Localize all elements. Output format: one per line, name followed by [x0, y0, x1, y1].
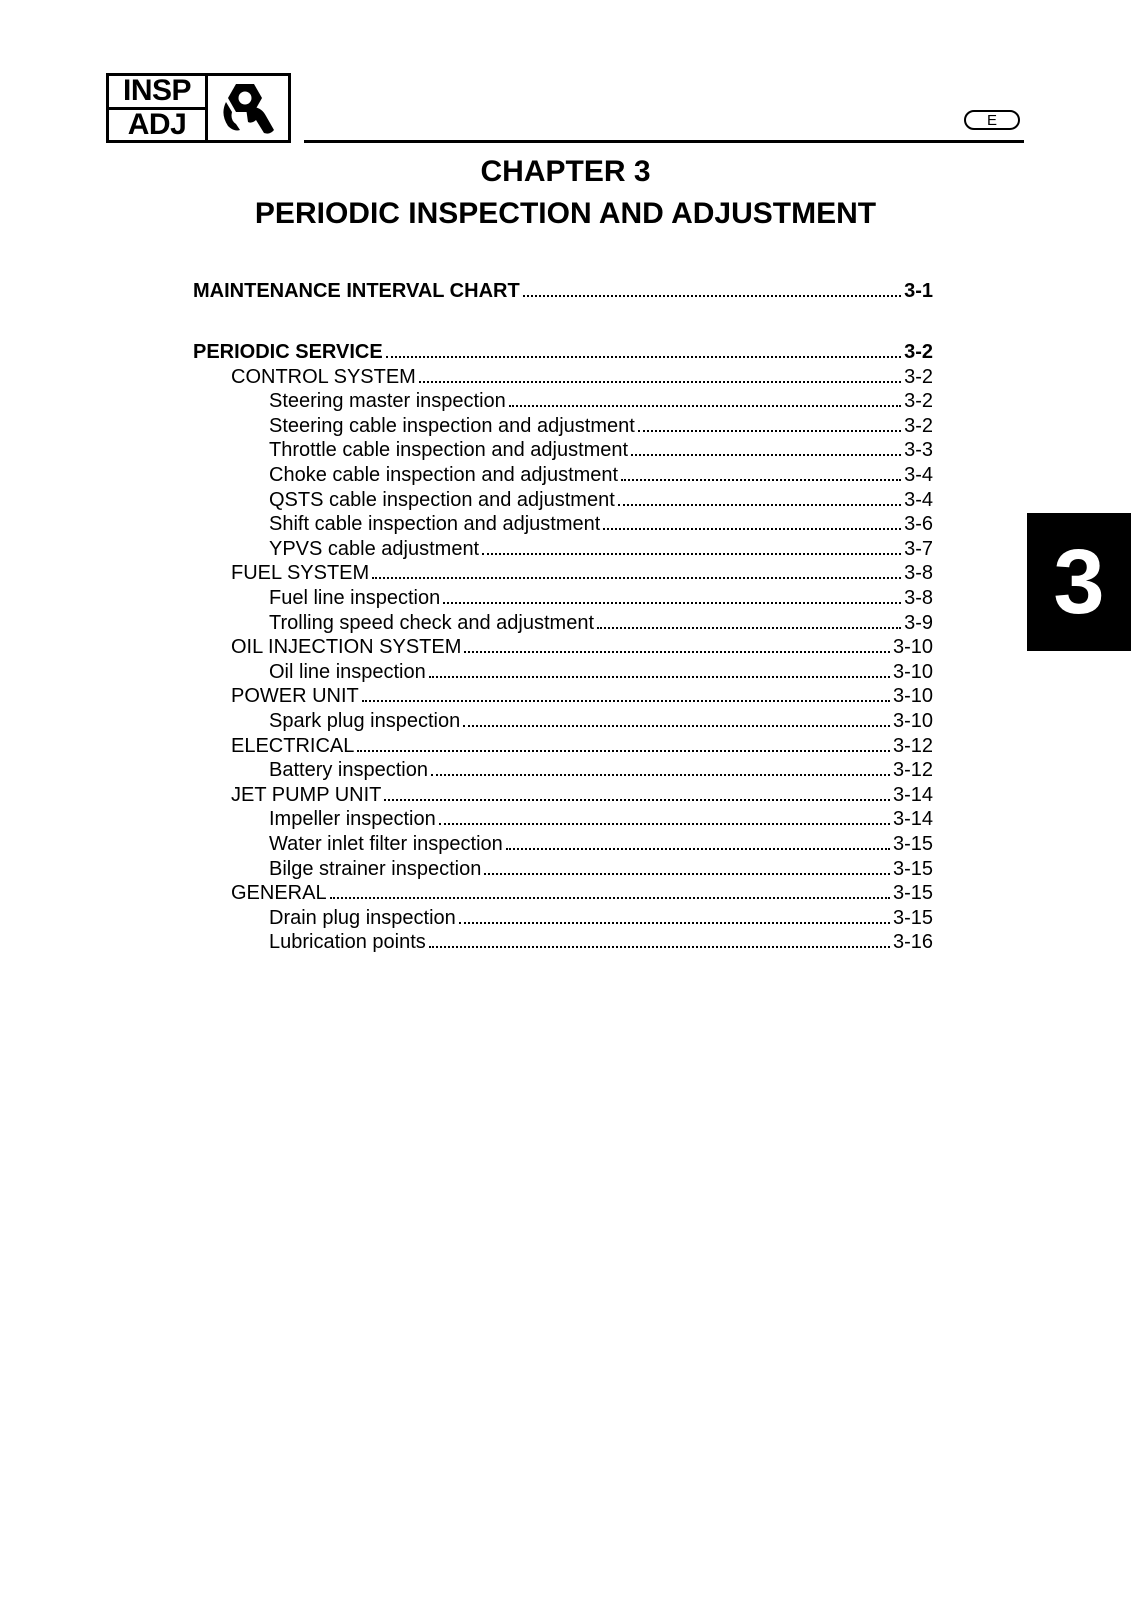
toc-entry[interactable] — [231, 783, 933, 807]
toc-entry[interactable] — [231, 365, 933, 389]
toc-dot-leader — [384, 799, 890, 801]
toc-dot-leader — [431, 774, 890, 776]
toc-entry-label: QSTS cable inspection and adjustment — [269, 488, 615, 511]
chapter-tab: 3 — [1027, 513, 1131, 651]
toc-entry[interactable] — [269, 586, 933, 610]
toc-entry[interactable] — [269, 414, 933, 438]
toc-entry-label: Fuel line inspection — [269, 587, 441, 609]
toc-dot-leader — [482, 553, 901, 555]
toc-entry[interactable] — [193, 340, 933, 364]
toc-entry[interactable] — [269, 611, 933, 635]
toc-entry-page: 3-10 — [892, 685, 933, 708]
toc-dot-leader — [463, 725, 890, 727]
toc-entry-label: Bilge strainer inspection — [269, 857, 482, 880]
toc-entry[interactable] — [269, 832, 933, 856]
chapter-title: PERIODIC INSPECTION AND ADJUSTMENT — [254, 197, 877, 230]
toc-entry-page: 3-12 — [892, 759, 933, 782]
toc-dot-leader — [597, 627, 901, 629]
toc-entry-page: 3-2 — [904, 390, 933, 413]
toc-entry-label: GENERAL — [231, 882, 327, 905]
badge-text-block — [109, 76, 208, 140]
toc-dot-leader — [484, 873, 890, 875]
toc-dot-leader — [372, 577, 901, 579]
toc-dot-leader — [603, 528, 901, 530]
toc-dot-leader — [618, 504, 901, 506]
toc-entry[interactable] — [269, 906, 933, 930]
toc-entry-page: 3-8 — [904, 587, 933, 609]
toc-entry-label: ELECTRICAL — [231, 734, 355, 757]
toc-entry-label: Battery inspection — [269, 759, 428, 782]
toc-entry-label: CONTROL SYSTEM — [231, 365, 416, 388]
toc-entry-page: 3-1 — [904, 280, 933, 302]
toc-entry[interactable] — [269, 857, 933, 881]
toc-entry-label: FUEL SYSTEM — [231, 562, 370, 585]
toc-dot-leader — [523, 295, 901, 297]
toc-entry-label: Oil line inspection — [269, 660, 426, 683]
toc-entry-page: 3-7 — [904, 537, 933, 560]
toc-entry-label: Lubrication points — [269, 931, 426, 954]
toc-entry[interactable] — [269, 488, 933, 512]
toc-entry-page: 3-2 — [904, 365, 933, 388]
toc-entry[interactable] — [231, 881, 933, 905]
toc-entry[interactable] — [269, 537, 933, 561]
toc-dot-leader — [386, 356, 901, 358]
toc-dot-leader — [362, 700, 890, 702]
toc-entry-page: 3-15 — [892, 882, 933, 905]
toc-entry-label: YPVS cable adjustment — [269, 537, 480, 560]
chapter-number-title: CHAPTER 3 — [480, 155, 651, 188]
toc-dot-leader — [443, 602, 901, 604]
toc-entry-label: Drain plug inspection — [269, 906, 456, 929]
toc-dot-leader — [638, 430, 901, 432]
toc-entry[interactable] — [269, 660, 933, 684]
toc-dot-leader — [429, 946, 890, 948]
toc-entry-label: Steering cable inspection and adjustment — [269, 414, 635, 437]
toc-dot-leader — [429, 676, 890, 678]
toc-entry[interactable] — [269, 930, 933, 954]
toc-entry[interactable] — [231, 561, 933, 585]
toc-dot-leader — [621, 479, 901, 481]
toc-entry-page: 3-14 — [892, 808, 933, 831]
toc-entry[interactable] — [269, 807, 933, 831]
toc-entry-page: 3-15 — [892, 857, 933, 880]
toc-entry[interactable] — [193, 279, 933, 303]
toc-entry-page: 3-14 — [892, 783, 933, 806]
toc-entry-label: Impeller inspection — [269, 808, 436, 831]
wrench-icon — [208, 76, 288, 140]
toc-entry-page: 3-2 — [904, 414, 933, 437]
toc-entry-page: 3-16 — [892, 931, 933, 954]
toc-entry-label: OIL INJECTION SYSTEM — [231, 636, 462, 659]
badge-bottom-label: ADJ — [127, 107, 187, 141]
header-rule — [304, 140, 1024, 143]
toc-dot-leader — [509, 405, 901, 407]
toc-entry-label: Throttle cable inspection and adjustment — [269, 439, 629, 462]
toc-entry-page: 3-10 — [892, 660, 933, 683]
toc-entry-label: PERIODIC SERVICE — [193, 341, 383, 363]
toc-entry-page: 3-3 — [904, 439, 933, 462]
toc-entry-label: Water inlet filter inspection — [269, 833, 503, 855]
toc-dot-leader — [464, 651, 890, 653]
toc-entry-label: Choke cable inspection and adjustment — [269, 464, 619, 486]
toc-entry-page: 3-8 — [904, 562, 933, 585]
toc-entry-page: 3-15 — [892, 906, 933, 929]
toc-entry[interactable] — [231, 734, 933, 758]
toc-dot-leader — [357, 750, 890, 752]
toc-entry-page: 3-2 — [904, 341, 933, 363]
language-mark: E — [964, 110, 1020, 130]
toc-dot-leader — [439, 823, 890, 825]
toc-entry-page: 3-4 — [904, 464, 933, 486]
toc-entry-page: 3-4 — [904, 488, 933, 511]
toc-dot-leader — [631, 454, 901, 456]
toc-entry-page: 3-10 — [892, 710, 933, 732]
toc-entry-page: 3-6 — [904, 513, 933, 536]
toc-entry-label: JET PUMP UNIT — [231, 783, 382, 806]
toc-entry-page: 3-12 — [892, 734, 933, 757]
toc-entry[interactable] — [231, 684, 933, 708]
toc-entry-page: 3-15 — [892, 833, 933, 855]
toc-entry[interactable] — [269, 389, 933, 413]
toc-entry-label: Steering master inspection — [269, 390, 506, 413]
toc-entry[interactable] — [269, 512, 933, 536]
toc-entry-label: Spark plug inspection — [269, 710, 461, 732]
toc-entry[interactable] — [269, 758, 933, 782]
toc-entry-page: 3-10 — [892, 636, 933, 659]
toc-dot-leader — [419, 381, 901, 383]
toc-entry-label: POWER UNIT — [231, 685, 359, 708]
toc-dot-leader — [506, 848, 890, 850]
toc-entry[interactable] — [269, 438, 933, 462]
toc-entry-label: Shift cable inspection and adjustment — [269, 513, 601, 536]
toc-entry[interactable] — [231, 635, 933, 659]
toc-entry[interactable] — [269, 463, 933, 487]
toc-dot-leader — [330, 897, 890, 899]
toc-entry-label: MAINTENANCE INTERVAL CHART — [193, 280, 520, 302]
section-badge — [106, 73, 291, 143]
toc-dot-leader — [459, 922, 890, 924]
badge-top-label: INSP — [109, 76, 205, 110]
toc-entry-page: 3-9 — [904, 611, 933, 634]
toc-entry-label: Trolling speed check and adjustment — [269, 611, 594, 634]
toc-entry[interactable] — [269, 709, 933, 733]
